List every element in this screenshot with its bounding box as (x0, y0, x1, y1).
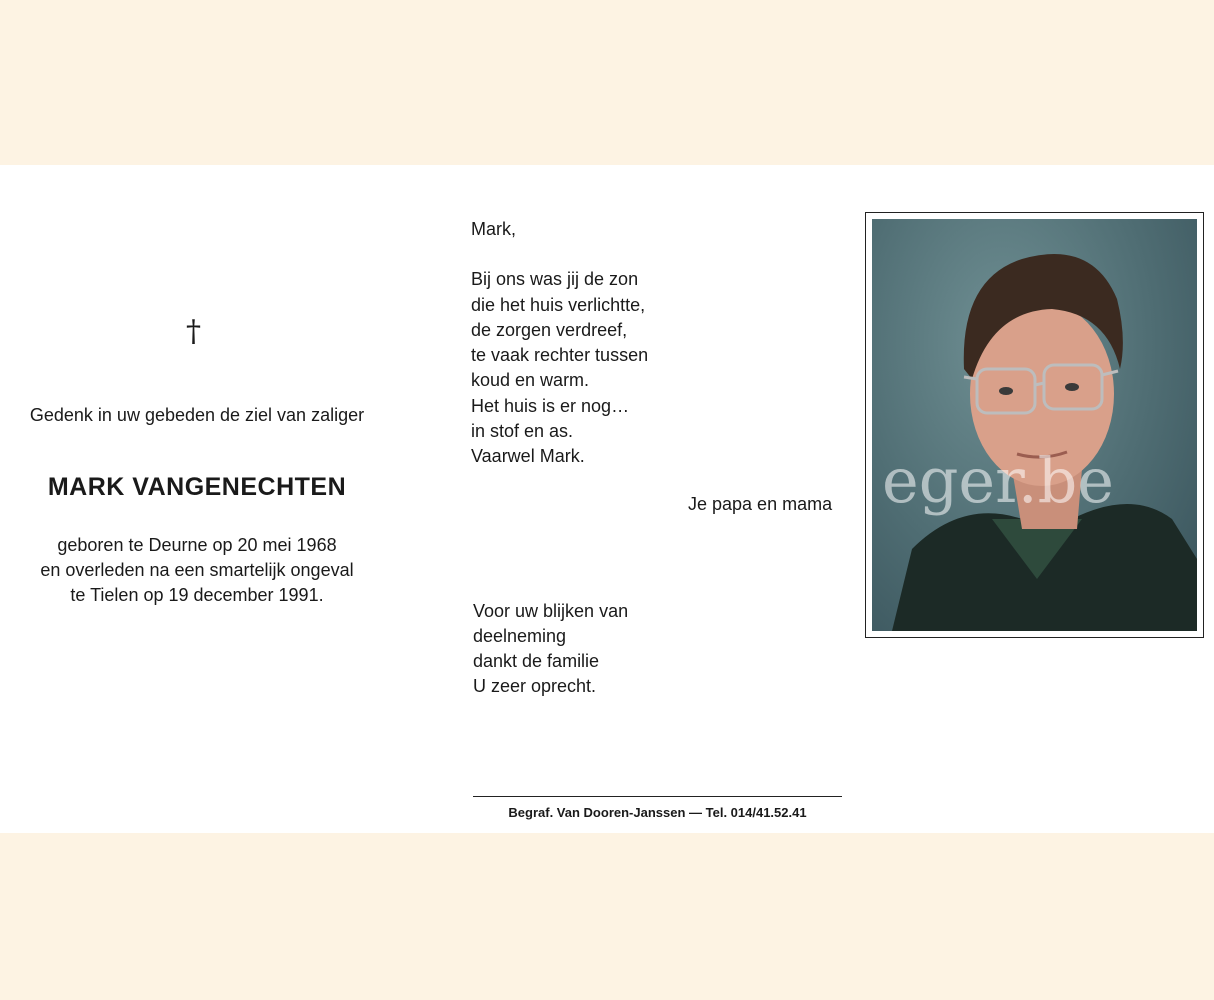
poem-line: koud en warm. (471, 370, 590, 391)
thanks-line: deelneming (473, 626, 567, 646)
memorial-card (0, 165, 1214, 833)
intro-text: Gedenk in uw gebeden de ziel van zaliger (29, 405, 365, 425)
poem-signature: Je papa en mama (688, 494, 833, 514)
bio-text (0, 533, 394, 608)
thanks-line: U zeer oprecht. (473, 676, 597, 696)
thanks-line: Voor uw blijken van (473, 601, 629, 621)
portrait-photo (872, 219, 1197, 631)
poem-line: in stof en as. (471, 421, 574, 442)
poem-line: Bij ons was jij de zon (471, 269, 639, 290)
poem-line: Vaarwel Mark. (471, 446, 585, 467)
bio-line: en overleden na een smartelijk ongeval (40, 560, 354, 580)
poem-line: die het huis verlichtte, (471, 294, 646, 315)
poem (471, 217, 648, 470)
bio-line: te Tielen op 19 december 1991. (70, 585, 324, 605)
poem-line: de zorgen verdreef, (471, 319, 628, 340)
portrait-figure (872, 219, 1197, 631)
bio-line: geboren te Deurne op 20 mei 1968 (57, 535, 337, 555)
thanks-line: dankt de familie (473, 651, 600, 671)
cross-icon: † (186, 314, 201, 349)
poem-line: te vaak rechter tussen (471, 345, 649, 366)
poem-salutation: Mark, (471, 219, 516, 239)
watermark: eger.be (882, 444, 1114, 517)
thanks-text (473, 599, 628, 699)
deceased-name: MARK VANGENECHTEN (47, 473, 347, 501)
printer-credit: Begraf. Van Dooren-Janssen — Tel. 014/41.52.41 (508, 805, 807, 820)
divider (473, 796, 842, 797)
photo-frame (865, 212, 1204, 638)
poem-line: Het huis is er nog… (471, 395, 630, 416)
